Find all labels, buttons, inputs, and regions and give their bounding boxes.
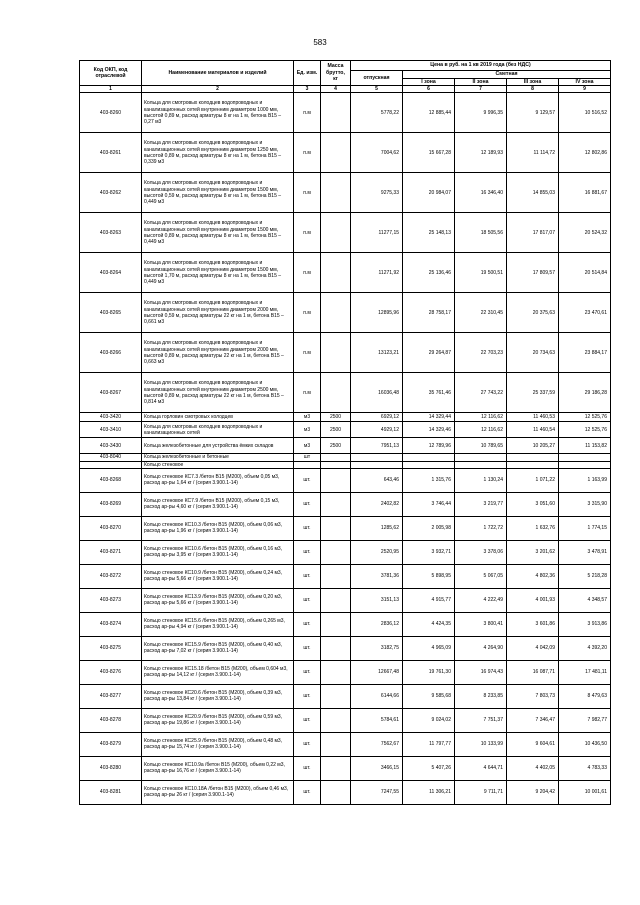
row-price-otpusk: 3182,75	[351, 636, 403, 660]
row-price-zone-2: 16 974,43	[455, 660, 507, 684]
row-price-zone-2: 9 996,35	[455, 93, 507, 133]
column-number: 1	[80, 86, 142, 93]
row-price-zone-4: 3 315,90	[559, 492, 611, 516]
row-unit	[294, 461, 321, 468]
column-number: 2	[142, 86, 294, 93]
row-price-zone-1: 14 329,44	[403, 413, 455, 422]
row-code: 403-8263	[80, 213, 142, 253]
row-name: Кольца для смотровых колодцев водопроводных и канализационных сетей внутренним диаметром 1250 мм, высотой 0,89 м, расход арматуры 8 кг на 1 м, бетона В15 – 0,339 м3	[142, 133, 294, 173]
row-price-zone-4: 10 436,50	[559, 732, 611, 756]
row-code: 403-8275	[80, 636, 142, 660]
row-price-zone-1: 2 005,98	[403, 516, 455, 540]
row-name: Кольцо стеновое	[142, 461, 294, 468]
row-mass	[321, 612, 351, 636]
row-name: Кольцо стеновое КС15.18 /бетон В15 (М200), объем 0,604 м3, расход ар-ры 14,12 кг / (серия 3.900.1-14)	[142, 660, 294, 684]
row-price-zone-4: 16 881,67	[559, 173, 611, 213]
row-price-zone-1: 25 148,13	[403, 213, 455, 253]
row-mass	[321, 454, 351, 461]
row-price-otpusk: 4929,12	[351, 422, 403, 438]
row-price-zone-1: 28 758,17	[403, 293, 455, 333]
table-row	[80, 93, 611, 133]
row-unit: п.м	[294, 333, 321, 373]
row-price-zone-3: 9 204,42	[507, 780, 559, 804]
header-zone-4: IV зона	[559, 78, 611, 86]
table-row	[80, 454, 611, 461]
row-unit: шт	[294, 454, 321, 461]
row-code: 403-8272	[80, 564, 142, 588]
row-name: Кольца для смотровых колодцев водопроводных и канализационных сетей внутренним диаметром 2000 мм, высотой 0,59 м, расход арматуры 22 кг на 1 м, бетона В15 – 0,661 м3	[142, 293, 294, 333]
row-price-zone-3: 3 051,60	[507, 492, 559, 516]
header-zone-3: III зона	[507, 78, 559, 86]
row-name: Кольцо стеновое КС25.9 /бетон В15 (М200), объем 0,48 м3, расход ар-ры 15,74 кг / (серия 3.900.1-14)	[142, 732, 294, 756]
row-price-otpusk: 5778,22	[351, 93, 403, 133]
row-price-zone-2: 9 711,71	[455, 780, 507, 804]
row-mass	[321, 492, 351, 516]
row-price-zone-3: 17 809,57	[507, 253, 559, 293]
row-mass	[321, 588, 351, 612]
row-name: Кольцо стеновое КС10.6 /бетон В15 (М200), объем 0,16 м3, расход ар-ры 3,95 кг / (серия 3.900.1-14)	[142, 540, 294, 564]
row-unit: шт.	[294, 780, 321, 804]
table-row	[80, 756, 611, 780]
row-price-zone-1: 14 329,46	[403, 422, 455, 438]
row-code: 403-8260	[80, 93, 142, 133]
row-unit: шт.	[294, 516, 321, 540]
row-code: 403-8278	[80, 708, 142, 732]
row-unit: шт.	[294, 468, 321, 492]
row-price-zone-2: 1 722,72	[455, 516, 507, 540]
row-price-otpusk: 7004,62	[351, 133, 403, 173]
table-row	[80, 461, 611, 468]
row-code: 403-8040	[80, 454, 142, 461]
row-unit: п.м	[294, 213, 321, 253]
row-mass	[321, 540, 351, 564]
row-price-zone-1: 4 915,77	[403, 588, 455, 612]
row-price-zone-1: 9 024,02	[403, 708, 455, 732]
row-mass: 2500	[321, 413, 351, 422]
row-price-zone-4: 1 163,99	[559, 468, 611, 492]
row-code: 403-8266	[80, 333, 142, 373]
header-otpusknaya: отпускная	[351, 71, 403, 86]
table-body	[80, 93, 611, 805]
row-unit: п.м	[294, 93, 321, 133]
row-price-zone-1	[403, 461, 455, 468]
row-price-zone-3: 11 460,54	[507, 422, 559, 438]
row-unit: шт.	[294, 684, 321, 708]
row-unit: шт.	[294, 564, 321, 588]
row-price-otpusk: 11277,15	[351, 213, 403, 253]
table-row	[80, 684, 611, 708]
row-unit: шт.	[294, 708, 321, 732]
row-code: 403-8277	[80, 684, 142, 708]
row-price-zone-3: 14 855,03	[507, 173, 559, 213]
row-price-zone-1: 3 932,71	[403, 540, 455, 564]
row-name: Кольца железобетонные для устройства ёмких складов	[142, 438, 294, 454]
table-header	[80, 61, 611, 93]
row-mass	[321, 253, 351, 293]
row-name: Кольцо стеновое КС13.9 /бетон В15 (М200), объем 0,20 м3, расход ар-ры 5,66 кг / (серия 3.900.1-14)	[142, 588, 294, 612]
row-price-zone-1: 4 965,09	[403, 636, 455, 660]
row-mass	[321, 732, 351, 756]
row-price-zone-3: 10 205,27	[507, 438, 559, 454]
table-row	[80, 133, 611, 173]
row-mass	[321, 756, 351, 780]
row-price-zone-3	[507, 461, 559, 468]
row-price-zone-2: 18 505,56	[455, 213, 507, 253]
table-row	[80, 636, 611, 660]
row-price-zone-3: 25 337,59	[507, 373, 559, 413]
row-name: Кольца для смотровых колодцев водопроводных и канализационных сетей внутренним диаметром 2000 мм, высотой 0,89 м, расход арматуры 22 кг на 1 м, бетона В15 – 0,663 м3	[142, 333, 294, 373]
row-price-zone-1: 15 667,28	[403, 133, 455, 173]
row-price-zone-3: 4 802,36	[507, 564, 559, 588]
row-price-zone-4: 5 218,28	[559, 564, 611, 588]
row-mass	[321, 708, 351, 732]
row-price-zone-3: 16 087,71	[507, 660, 559, 684]
row-price-zone-3: 4 042,09	[507, 636, 559, 660]
row-price-otpusk: 643,46	[351, 468, 403, 492]
row-price-otpusk	[351, 454, 403, 461]
row-price-otpusk: 16036,48	[351, 373, 403, 413]
row-price-zone-1: 29 264,87	[403, 333, 455, 373]
row-price-zone-1: 19 761,30	[403, 660, 455, 684]
row-price-zone-1: 20 984,07	[403, 173, 455, 213]
row-name: Кольца для смотровых колодцев водопроводных и канализационных сетей	[142, 422, 294, 438]
table-row	[80, 253, 611, 293]
row-price-zone-1: 9 585,68	[403, 684, 455, 708]
table-row	[80, 780, 611, 804]
row-name: Кольца для смотровых колодцев водопроводных и канализационных сетей внутренним диаметром 1500 мм, высотой 0,59 м, расход арматуры 8 кг на 1 м, бетона В15 – 0,449 м3	[142, 173, 294, 213]
table-row	[80, 732, 611, 756]
row-price-zone-1: 4 424,35	[403, 612, 455, 636]
row-code: 403-8268	[80, 468, 142, 492]
row-code: 403-8279	[80, 732, 142, 756]
row-mass	[321, 636, 351, 660]
row-price-zone-2: 27 743,22	[455, 373, 507, 413]
row-price-zone-3: 4 001,93	[507, 588, 559, 612]
row-price-otpusk: 3781,36	[351, 564, 403, 588]
row-price-zone-3: 7 803,73	[507, 684, 559, 708]
header-zone-2: II зона	[455, 78, 507, 86]
row-price-otpusk: 7247,55	[351, 780, 403, 804]
row-price-zone-2: 10 133,99	[455, 732, 507, 756]
row-price-zone-2: 4 644,71	[455, 756, 507, 780]
table-row	[80, 333, 611, 373]
header-price-group: Цена в руб. на 1 кв 2019 года (без НДС)	[351, 61, 611, 71]
row-price-otpusk: 12895,96	[351, 293, 403, 333]
row-name: Кольцо стеновое КС7.9 /бетон В15 (М200), объем 0,15 м3, расход ар-ры 4,60 кг / (серия 3.900.1-14)	[142, 492, 294, 516]
row-price-zone-2: 3 378,06	[455, 540, 507, 564]
row-mass	[321, 213, 351, 253]
table-row	[80, 413, 611, 422]
row-name: Кольцо стеновое КС15.9 /бетон В15 (М200), объем 0,40 м3, расход ар-ры 7,02 кг / (серия 3.900.1-14)	[142, 636, 294, 660]
row-price-zone-3: 17 817,07	[507, 213, 559, 253]
header-unit: Ед. изм.	[294, 61, 321, 86]
row-code: 403-8274	[80, 612, 142, 636]
row-unit: шт.	[294, 492, 321, 516]
row-price-otpusk: 6144,66	[351, 684, 403, 708]
row-price-otpusk: 2520,95	[351, 540, 403, 564]
row-price-zone-2: 3 800,41	[455, 612, 507, 636]
header-mass: Масса брутто, кг	[321, 61, 351, 86]
row-price-zone-1: 11 797,77	[403, 732, 455, 756]
row-name: Кольцо стеновое КС10.9а /бетон В15 (М200), объем 0,22 м3, расход ар-ры 16,76 кг / (серия 3.900.1-14)	[142, 756, 294, 780]
table-row	[80, 660, 611, 684]
row-price-otpusk: 2836,12	[351, 612, 403, 636]
row-code: 403-8281	[80, 780, 142, 804]
row-price-zone-2: 19 500,51	[455, 253, 507, 293]
row-price-zone-1	[403, 454, 455, 461]
row-price-otpusk: 7562,67	[351, 732, 403, 756]
row-mass	[321, 133, 351, 173]
row-unit: м3	[294, 413, 321, 422]
row-name: Кольца для смотровых колодцев водопроводных и канализационных сетей внутренним диаметром 2500 мм, высотой 0,89 м, расход арматуры 22 кг на 1 м, бетона В15 – 0,814 м3	[142, 373, 294, 413]
column-number: 4	[321, 86, 351, 93]
row-name: Кольца горловин смотровых колодцев	[142, 413, 294, 422]
row-code: 403-8280	[80, 756, 142, 780]
row-unit: п.м	[294, 173, 321, 213]
table-row	[80, 438, 611, 454]
table-row	[80, 612, 611, 636]
row-price-otpusk: 3466,15	[351, 756, 403, 780]
row-price-zone-4: 12 525,76	[559, 422, 611, 438]
row-name: Кольцо стеновое КС10.9 /бетон В15 (М200), объем 0,24 м3, расход ар-ры 5,66 кг / (серия 3.900.1-14)	[142, 564, 294, 588]
row-price-zone-3: 9 129,57	[507, 93, 559, 133]
table-row	[80, 213, 611, 253]
row-mass	[321, 516, 351, 540]
row-price-zone-1: 1 315,76	[403, 468, 455, 492]
table-row	[80, 293, 611, 333]
row-price-otpusk	[351, 461, 403, 468]
row-price-zone-2: 12 189,93	[455, 133, 507, 173]
row-name: Кольцо стеновое КС15.6 /бетон В15 (М200), объем 0,265 м3, расход ар-ры 4,94 кг / (серия 3.900.1-14)	[142, 612, 294, 636]
row-price-zone-3: 3 601,86	[507, 612, 559, 636]
header-name: Наименование материалов и изделий	[142, 61, 294, 86]
row-name: Кольцо стеновое КС10.18А /бетон В15 (М200), объем 0,46 м3, расход ар-ры 26 кг / (серия 3.900.1-14)	[142, 780, 294, 804]
row-price-otpusk: 12667,48	[351, 660, 403, 684]
row-price-otpusk: 11271,92	[351, 253, 403, 293]
row-price-zone-4: 8 479,63	[559, 684, 611, 708]
row-unit: шт.	[294, 660, 321, 684]
column-number: 6	[403, 86, 455, 93]
row-price-zone-4: 11 153,82	[559, 438, 611, 454]
row-price-otpusk: 6929,12	[351, 413, 403, 422]
row-price-zone-2: 5 067,05	[455, 564, 507, 588]
row-mass	[321, 660, 351, 684]
row-price-zone-4: 23 470,61	[559, 293, 611, 333]
row-mass	[321, 293, 351, 333]
table-row	[80, 708, 611, 732]
row-code: 403-8261	[80, 133, 142, 173]
row-price-zone-1: 25 136,46	[403, 253, 455, 293]
row-price-zone-2: 16 346,40	[455, 173, 507, 213]
table-row	[80, 564, 611, 588]
table-row	[80, 540, 611, 564]
row-unit: шт.	[294, 540, 321, 564]
row-unit: шт.	[294, 588, 321, 612]
row-price-zone-3: 20 375,63	[507, 293, 559, 333]
row-unit: шт.	[294, 612, 321, 636]
row-mass	[321, 93, 351, 133]
row-price-zone-3	[507, 454, 559, 461]
row-code: 403-8270	[80, 516, 142, 540]
table-row	[80, 516, 611, 540]
row-price-zone-1: 12 789,96	[403, 438, 455, 454]
table-row	[80, 173, 611, 213]
row-price-otpusk: 7951,13	[351, 438, 403, 454]
row-unit: шт.	[294, 732, 321, 756]
row-price-zone-4: 4 783,33	[559, 756, 611, 780]
row-price-zone-2: 22 703,23	[455, 333, 507, 373]
row-price-zone-4: 12 802,86	[559, 133, 611, 173]
row-price-zone-1: 12 885,44	[403, 93, 455, 133]
row-price-zone-2	[455, 454, 507, 461]
row-price-zone-3: 1 071,22	[507, 468, 559, 492]
row-unit: м3	[294, 422, 321, 438]
header-code: Код ОКП, код отраслевой	[80, 61, 142, 86]
row-code: 403-3420	[80, 413, 142, 422]
row-code: 403-8267	[80, 373, 142, 413]
row-unit: шт.	[294, 636, 321, 660]
row-price-zone-2: 10 789,65	[455, 438, 507, 454]
row-price-zone-2: 1 130,24	[455, 468, 507, 492]
table-row	[80, 422, 611, 438]
row-unit: м3	[294, 438, 321, 454]
table-row	[80, 588, 611, 612]
row-price-zone-2: 4 222,49	[455, 588, 507, 612]
row-price-zone-4	[559, 461, 611, 468]
row-price-otpusk: 13123,21	[351, 333, 403, 373]
row-code: 403-8269	[80, 492, 142, 516]
row-code: 403-8265	[80, 293, 142, 333]
row-price-zone-4: 3 913,86	[559, 612, 611, 636]
row-price-otpusk: 3151,13	[351, 588, 403, 612]
row-code: 403-8276	[80, 660, 142, 684]
row-code: 403-3410	[80, 422, 142, 438]
row-unit: п.м	[294, 253, 321, 293]
row-price-zone-4: 4 392,20	[559, 636, 611, 660]
row-price-zone-4: 10 001,61	[559, 780, 611, 804]
row-price-zone-4: 17 481,11	[559, 660, 611, 684]
row-price-zone-2: 3 219,77	[455, 492, 507, 516]
row-price-zone-3: 11 460,53	[507, 413, 559, 422]
row-unit: шт.	[294, 756, 321, 780]
column-number: 5	[351, 86, 403, 93]
row-mass	[321, 333, 351, 373]
row-unit: п.м	[294, 133, 321, 173]
row-code: 403-8262	[80, 173, 142, 213]
row-unit: п.м	[294, 373, 321, 413]
row-unit: п.м	[294, 293, 321, 333]
row-price-zone-3: 20 734,63	[507, 333, 559, 373]
column-numbers	[80, 86, 611, 93]
row-code: 403-8271	[80, 540, 142, 564]
row-code: 403-3430	[80, 438, 142, 454]
header-zone-1: I зона	[403, 78, 455, 86]
row-price-otpusk: 9275,33	[351, 173, 403, 213]
row-price-otpusk: 2402,82	[351, 492, 403, 516]
row-price-zone-2	[455, 461, 507, 468]
row-mass: 2500	[321, 438, 351, 454]
row-mass	[321, 780, 351, 804]
row-price-zone-3: 4 402,05	[507, 756, 559, 780]
row-name: Кольцо стеновое КС10.3 /бетон В15 (М200), объем 0,06 м3, расход ар-ры 1,96 кг / (серия 3.900.1-14)	[142, 516, 294, 540]
row-price-zone-1: 5 407,26	[403, 756, 455, 780]
row-price-zone-4: 4 348,57	[559, 588, 611, 612]
row-name: Кольца для смотровых колодцев водопроводных и канализационных сетей внутренним диаметром 1000 мм, высотой 0,89 м, расход арматуры 8 кг на 1 м, бетона В15 – 0,27 м3	[142, 93, 294, 133]
row-name: Кольцо стеновое КС7.3 /бетон В15 (М200), объем 0,05 м3, расход ар-ры 1,64 кг / (серия 3.900.1-14)	[142, 468, 294, 492]
row-price-zone-2: 12 116,62	[455, 413, 507, 422]
row-code: 403-8273	[80, 588, 142, 612]
row-price-zone-3: 7 346,47	[507, 708, 559, 732]
row-price-zone-4: 10 516,52	[559, 93, 611, 133]
row-price-zone-2: 8 233,85	[455, 684, 507, 708]
page-number: 583	[313, 38, 327, 47]
row-mass: 2500	[321, 422, 351, 438]
row-price-zone-3: 11 114,72	[507, 133, 559, 173]
row-mass	[321, 173, 351, 213]
row-price-zone-2: 22 310,45	[455, 293, 507, 333]
row-mass	[321, 373, 351, 413]
row-name: Кольцо стеновое КС20.9 /бетон В15 (М200), объем 0,59 м3, расход ар-ры 19,86 кг / (серия 3.900.1-14)	[142, 708, 294, 732]
table-row	[80, 468, 611, 492]
row-price-zone-4	[559, 454, 611, 461]
row-price-zone-4: 20 524,32	[559, 213, 611, 253]
row-name: Кольца для смотровых колодцев водопроводных и канализационных сетей внутренним диаметром 1500 мм, высотой 0,89 м, расход арматуры 8 кг на 1 м, бетона В15 – 0,449 м3	[142, 213, 294, 253]
row-price-zone-2: 4 264,90	[455, 636, 507, 660]
row-name: Кольцо стеновое КС20.6 /бетон В15 (М200), объем 0,39 м3, расход ар-ры 13,84 кг / (серия 3.900.1-14)	[142, 684, 294, 708]
row-price-zone-4: 23 884,17	[559, 333, 611, 373]
row-price-otpusk: 1285,62	[351, 516, 403, 540]
row-name: Кольца железобетонные и бетонные	[142, 454, 294, 461]
header-smetnaya: Сметная	[403, 71, 611, 79]
row-mass	[321, 684, 351, 708]
row-name: Кольца для смотровых колодцев водопроводных и канализационных сетей внутренним диаметром 1500 мм, высотой 1,70 м, расход арматуры 8 кг на 1 м, бетона В15 – 0,449 м3	[142, 253, 294, 293]
price-table	[79, 60, 611, 805]
column-number: 3	[294, 86, 321, 93]
row-code: 403-8264	[80, 253, 142, 293]
row-price-zone-4: 29 186,28	[559, 373, 611, 413]
row-price-zone-3: 1 632,76	[507, 516, 559, 540]
row-price-zone-4: 12 525,76	[559, 413, 611, 422]
row-mass	[321, 461, 351, 468]
row-price-zone-3: 3 201,62	[507, 540, 559, 564]
row-price-zone-4: 7 982,77	[559, 708, 611, 732]
row-price-zone-1: 11 306,21	[403, 780, 455, 804]
row-price-zone-2: 7 751,37	[455, 708, 507, 732]
row-price-zone-4: 1 774,15	[559, 516, 611, 540]
column-number: 8	[507, 86, 559, 93]
row-price-zone-3: 9 604,61	[507, 732, 559, 756]
row-price-otpusk: 5784,61	[351, 708, 403, 732]
row-price-zone-1: 5 898,95	[403, 564, 455, 588]
row-price-zone-4: 20 514,84	[559, 253, 611, 293]
table-row	[80, 492, 611, 516]
column-number: 9	[559, 86, 611, 93]
table-row	[80, 373, 611, 413]
row-mass	[321, 468, 351, 492]
row-price-zone-1: 3 746,44	[403, 492, 455, 516]
column-number: 7	[455, 86, 507, 93]
row-price-zone-4: 3 478,91	[559, 540, 611, 564]
row-code	[80, 461, 142, 468]
row-price-zone-2: 12 116,62	[455, 422, 507, 438]
row-mass	[321, 564, 351, 588]
row-price-zone-1: 35 761,46	[403, 373, 455, 413]
